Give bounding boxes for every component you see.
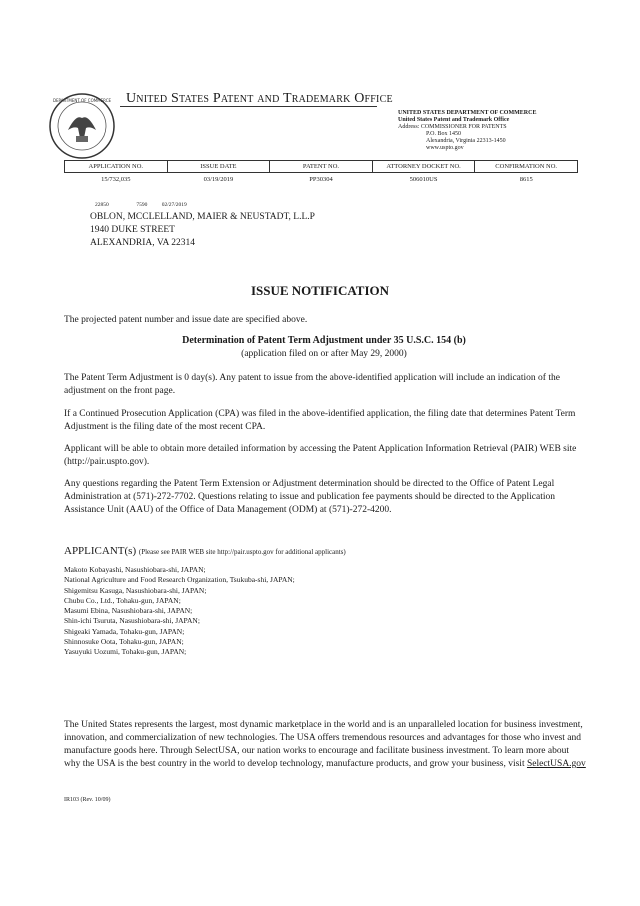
address-line: OBLON, MCCLELLAND, MAIER & NEUSTADT, L.L.P xyxy=(90,212,315,222)
list-item: Shinnosuke Oota, Tohaku-gun, JAPAN; xyxy=(64,637,184,647)
dept-line: Address: COMMISSIONER FOR PATENTS xyxy=(398,124,507,130)
table-header-row xyxy=(65,161,578,173)
intro-paragraph: The projected patent number and issue date are specified above. xyxy=(64,315,308,325)
list-item: Shigemitsu Kasuga, Nasushiobara-shi, JAPAN; xyxy=(64,585,207,595)
paragraph: Applicant will be able to obtain more detailed information by accessing the Patent Application Information Retrieval (PAIR) WEB site (http://pair.uspto.gov). xyxy=(64,444,577,467)
list-item: Masumi Ebina, Nasushiobara-shi, JAPAN; xyxy=(64,606,193,616)
customer-number: 22850 xyxy=(95,202,109,208)
mail-date: 02/27/2019 xyxy=(161,202,187,208)
office-title: United States Patent and Trademark Office xyxy=(126,91,393,106)
paragraph: Any questions regarding the Patent Term Extension or Adjustment determination should be directed to the Office of Patent Legal Administration at (571)-272-7702. Questions relating to issue and publication fee payments should be directed to the Application Assistance Unit (AAU) of the Office of Data Management (ODM) at (571)-272-4200. xyxy=(64,479,555,515)
list-item: National Agriculture and Food Research Organization, Tsukuba-shi, JAPAN; xyxy=(64,575,295,585)
header-patent-no: PATENT NO. xyxy=(270,161,373,173)
selectusa-paragraph xyxy=(64,719,586,771)
applicants-label: APPLICANT(s) xyxy=(64,545,137,557)
dept-line: P.O. Box 1450 xyxy=(426,131,462,137)
applicants-note: (Please see PAIR WEB site http://pair.uspto.gov for additional applicants) xyxy=(138,548,346,556)
list-item: Makoto Kobayashi, Nasushiobara-shi, JAPAN; xyxy=(64,565,206,574)
list-item: Yasuyuki Uozumi, Tohaku-gun, JAPAN; xyxy=(64,647,187,657)
dept-line: UNITED STATES DEPARTMENT OF COMMERCE xyxy=(398,110,537,116)
header-issue-date: ISSUE DATE xyxy=(167,161,270,173)
dept-line: Alexandria, Virginia 22313-1450 xyxy=(426,138,506,144)
paragraph: The Patent Term Adjustment is 0 day(s). Any patent to issue from the above-identified application will include an indication of the adjustment on the front page. xyxy=(64,373,560,396)
application-info-table xyxy=(64,160,578,186)
list-item: Shin-ichi Tsuruta, Nasushiobara-shi, JAPAN; xyxy=(64,616,200,626)
mailing-address xyxy=(90,211,315,250)
pta-heading: Determination of Patent Term Adjustment under 35 U.S.C. 154 (b) xyxy=(182,335,466,346)
paragraph: If a Continued Prosecution Application (CPA) was filed in the above-identified application, the filing date that determines Patent Term Adjustment is the filing date of the most recent CPA. xyxy=(64,409,576,432)
uspto-seal-logo xyxy=(46,92,118,160)
code: 7590 xyxy=(136,202,148,208)
attorney-docket-value: 506010US xyxy=(409,176,438,183)
document-title: ISSUE NOTIFICATION xyxy=(250,283,390,298)
issue-date-value: 03/19/2019 xyxy=(203,176,234,183)
svg-text:DEPARTMENT OF COMMERCE: DEPARTMENT OF COMMERCE xyxy=(52,98,112,103)
confirmation-no-value: 8615 xyxy=(519,176,533,183)
pta-subheading: (application filed on or after May 29, 2000) xyxy=(241,349,407,359)
selectusa-link[interactable]: SelectUSA.gov xyxy=(526,759,586,769)
list-item: Chubu Co., Ltd., Tohaku-gun, JAPAN; xyxy=(64,595,181,605)
address-line: 1940 DUKE STREET xyxy=(90,225,175,235)
address-line: ALEXANDRIA, VA 22314 xyxy=(90,238,195,248)
table-row xyxy=(65,173,578,187)
selectusa-text: The United States represents the largest, most dynamic marketplace in the world and is an unparalleled location for business investment, innovation, and commercialization of new technologies. The USA offers tremendous resources and advantages for those who invest and manufacture goods here. Through SelectUSA, our nation works to encourage and facilitate business investment. To learn more about why the USA is the best country in the world to develop technology, manufacture products, and grow your business, visit xyxy=(64,720,583,769)
dept-line: www.uspto.gov xyxy=(426,145,464,151)
applicant-list xyxy=(64,565,295,658)
application-no-value: 15/732,035 xyxy=(101,176,131,183)
header-confirmation-no: CONFIRMATION NO. xyxy=(475,161,578,173)
form-number: IR103 (Rev. 10/09) xyxy=(64,797,111,803)
address-codes xyxy=(95,202,187,208)
list-item: Shigeaki Yamada, Tohaku-gun, JAPAN; xyxy=(64,626,185,636)
header-application-no: APPLICATION NO. xyxy=(65,161,168,173)
department-address-block xyxy=(398,110,608,152)
header-attorney-docket-no: ATTORNEY DOCKET NO. xyxy=(372,161,475,173)
dept-line: United States Patent and Trademark Office xyxy=(398,117,510,123)
patent-no-value: PP30304 xyxy=(309,176,333,183)
applicants-heading xyxy=(64,545,346,557)
header-divider xyxy=(120,106,377,107)
